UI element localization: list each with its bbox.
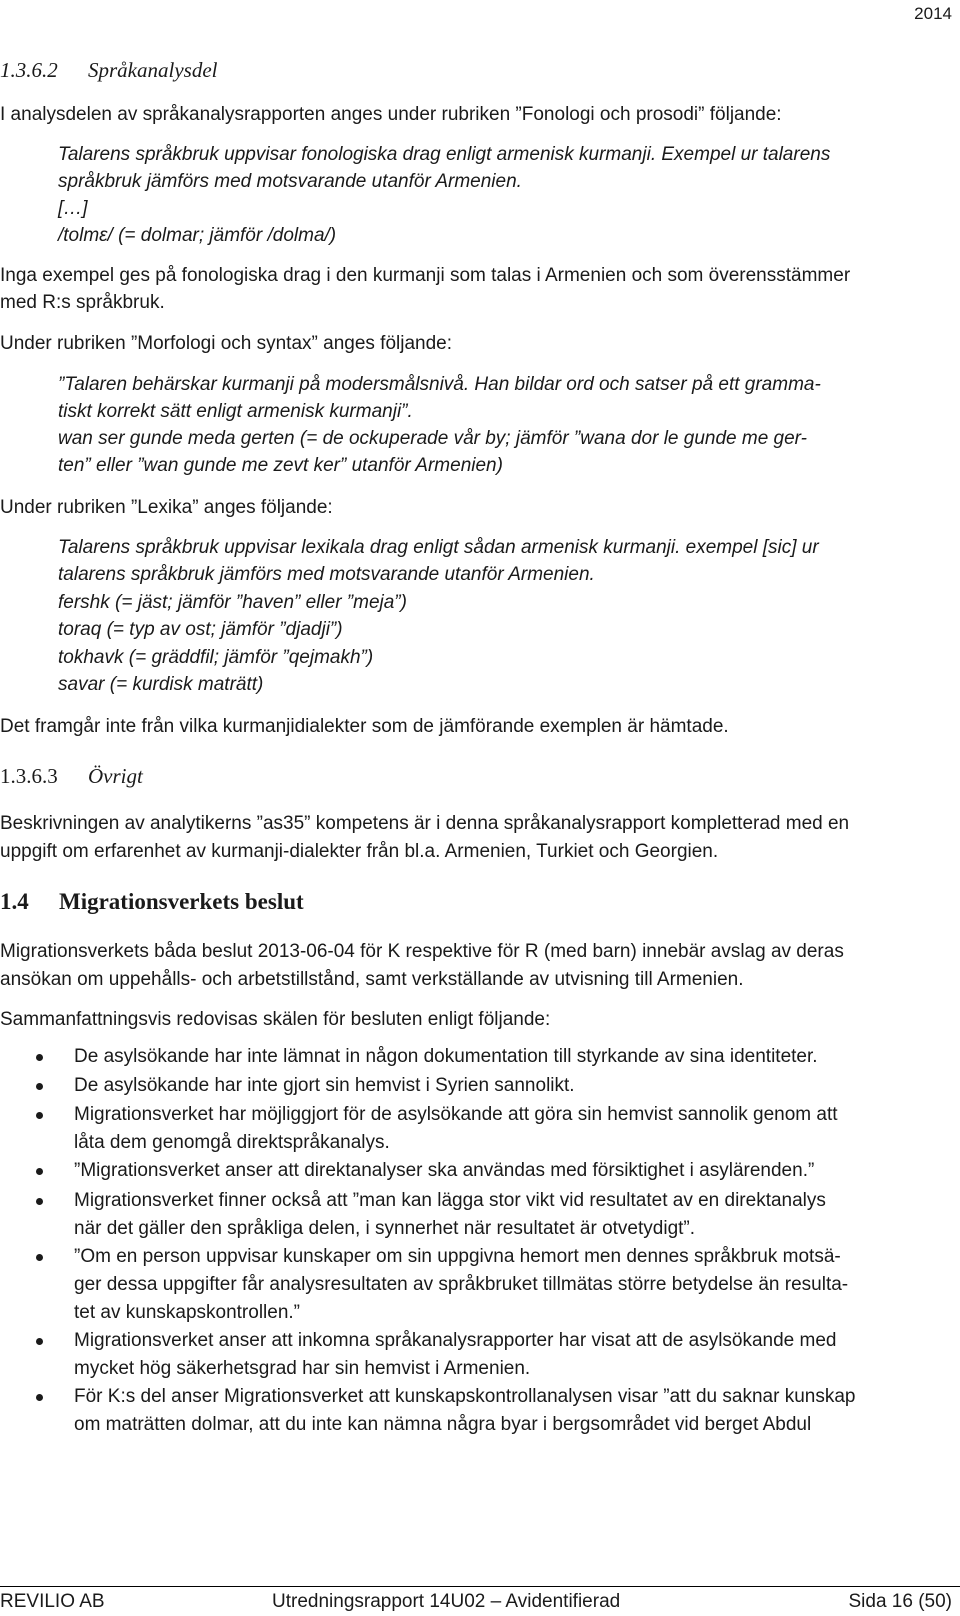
quote1-line-2: språkbruk jämförs med motsvarande utanför Armenien. xyxy=(58,171,522,192)
intro-paragraph: I analysdelen av språkanalysrapporten anges under rubriken ”Fonologi och prosodi” följande: xyxy=(0,104,782,125)
bullet-8-line-2: om maträtten dolmar, att du inte kan nämna några byar i bergsområdet vid berget Abdul xyxy=(74,1414,812,1435)
quote2-line-1: ”Talaren behärskar kurmanji på modersmålsnivå. Han bildar ord och satser på ett gramma- xyxy=(58,374,821,395)
quote1-line-3: […] xyxy=(58,198,88,219)
bullet-dot xyxy=(36,1198,43,1205)
quote3-line-1: Talarens språkbruk uppvisar lexikala drag enligt sådan armenisk kurmanji. exempel [sic] ur xyxy=(58,537,819,558)
section-title-sprakanalysdel: Språkanalysdel xyxy=(88,58,218,82)
bullet-7-line-1: Migrationsverket anser att inkomna språkanalysrapporter har visat att de asylsökande med xyxy=(74,1330,837,1351)
ovrigt-line-1: Beskrivningen av analytikerns ”as35” kompetens är i denna språkanalysrapport kompletterad med en xyxy=(0,813,850,834)
bullet-6-line-3: tet av kunskapskontrollen.” xyxy=(74,1302,301,1323)
footer-page-number: Sida 16 (50) xyxy=(848,1591,952,1612)
bullet-6-line-1: ”Om en person uppvisar kunskaper om sin uppgivna hemort men dennes språkbruk motsä- xyxy=(74,1246,841,1267)
bullet-dot xyxy=(36,1054,43,1061)
beslut-line-2: ansökan om uppehålls- och arbetstillstånd, samt verkställande av utvisning till Armenien. xyxy=(0,969,744,990)
quote2-line-2: tiskt korrekt sätt enligt armenisk kurmanji”. xyxy=(58,401,413,422)
quote2-line-3: wan ser gunde meda gerten (= de ockuperade vår by; jämför ”wana dor le gunde me ger- xyxy=(58,428,807,449)
quote3-line-2: talarens språkbruk jämförs med motsvarande utanför Armenien. xyxy=(58,564,595,585)
bullet-4-line-1: ”Migrationsverket anser att direktanalyser ska användas med försiktighet i asylärenden.” xyxy=(74,1160,815,1181)
bullet-dot xyxy=(36,1112,43,1119)
bullet-1-line-1: De asylsökande har inte lämnat in någon dokumentation till styrkande av sina identiteter. xyxy=(74,1046,818,1067)
quote2-line-4: ten” eller ”wan gunde me zevt ker” utanför Armenien) xyxy=(58,455,503,476)
quote3-line-5: tokhavk (= gräddfil; jämför ”qejmakh”) xyxy=(58,647,374,668)
quote3-line-4: toraq (= typ av ost; jämför ”djadji”) xyxy=(58,619,343,640)
bullet-dot xyxy=(36,1083,43,1090)
bullet-7-line-2: mycket hög säkerhetsgrad har sin hemvist i Armenien. xyxy=(74,1358,531,1379)
para2-line-2: med R:s språkbruk. xyxy=(0,292,165,313)
section-number-1-4: 1.4 xyxy=(0,889,29,914)
bullet-8-line-1: För K:s del anser Migrationsverket att kunskapskontrollanalysen visar ”att du saknar kunskap xyxy=(74,1386,856,1407)
section-title-migrationsverkets-beslut: Migrationsverkets beslut xyxy=(59,889,304,914)
lexika-intro: Under rubriken ”Lexika” anges följande: xyxy=(0,497,333,518)
closing-paragraph: Det framgår inte från vilka kurmanjidialekter som de jämförande exemplen är hämtade. xyxy=(0,716,729,737)
section-number-1-3-6-3: 1.3.6.3 xyxy=(0,764,58,788)
quote1-line-1: Talarens språkbruk uppvisar fonologiska drag enligt armenisk kurmanji. Exempel ur talarens xyxy=(58,144,831,165)
section-title-ovrigt: Övrigt xyxy=(88,764,143,788)
bullet-2-line-1: De asylsökande har inte gjort sin hemvist i Syrien sannolikt. xyxy=(74,1075,575,1096)
bullet-dot xyxy=(36,1394,43,1401)
footer-report-title: Utredningsrapport 14U02 – Avidentifierad xyxy=(272,1591,621,1612)
footer-divider xyxy=(0,1586,960,1587)
header-year: 2014 xyxy=(914,4,952,23)
section-number-1-3-6-2: 1.3.6.2 xyxy=(0,58,58,82)
quote3-line-6: savar (= kurdisk maträtt) xyxy=(58,674,264,695)
bullet-6-line-2: ger dessa uppgifter får analysresultaten av språkbruket tillmätas större betydelse än resulta- xyxy=(74,1274,849,1295)
quote1-line-4: /tolmɛ/ (= dolmar; jämför /dolma/) xyxy=(58,225,337,246)
summary-intro: Sammanfattningsvis redovisas skälen för besluten enligt följande: xyxy=(0,1009,551,1030)
bullet-dot xyxy=(36,1168,43,1175)
ovrigt-line-2: uppgift om erfarenhet av kurmanji-dialekter från bl.a. Armenien, Turkiet och Georgien. xyxy=(0,841,719,862)
bullet-5-line-2: när det gäller den språkliga delen, i synnerhet när resultatet är otvetydigt”. xyxy=(74,1218,696,1239)
bullet-5-line-1: Migrationsverket finner också att ”man kan lägga stor vikt vid resultatet av en direktanalys xyxy=(74,1190,826,1211)
quote3-line-3: fershk (= jäst; jämför ”haven” eller ”meja”) xyxy=(58,592,407,613)
beslut-line-1: Migrationsverkets båda beslut 2013-06-04 för K respektive för R (med barn) innebär avslag av deras xyxy=(0,941,844,962)
para2-line-1: Inga exempel ges på fonologiska drag i den kurmanji som talas i Armenien och som överensstämmer xyxy=(0,265,851,286)
footer-company: REVILIO AB xyxy=(0,1591,105,1612)
morfologi-intro: Under rubriken ”Morfologi och syntax” anges följande: xyxy=(0,333,453,354)
bullet-3-line-2: låta dem genomgå direktspråkanalys. xyxy=(74,1132,390,1153)
bullet-dot xyxy=(36,1338,43,1345)
bullet-dot xyxy=(36,1254,43,1261)
bullet-3-line-1: Migrationsverket har möjliggjort för de asylsökande att göra sin hemvist sannolik genom att xyxy=(74,1104,838,1125)
